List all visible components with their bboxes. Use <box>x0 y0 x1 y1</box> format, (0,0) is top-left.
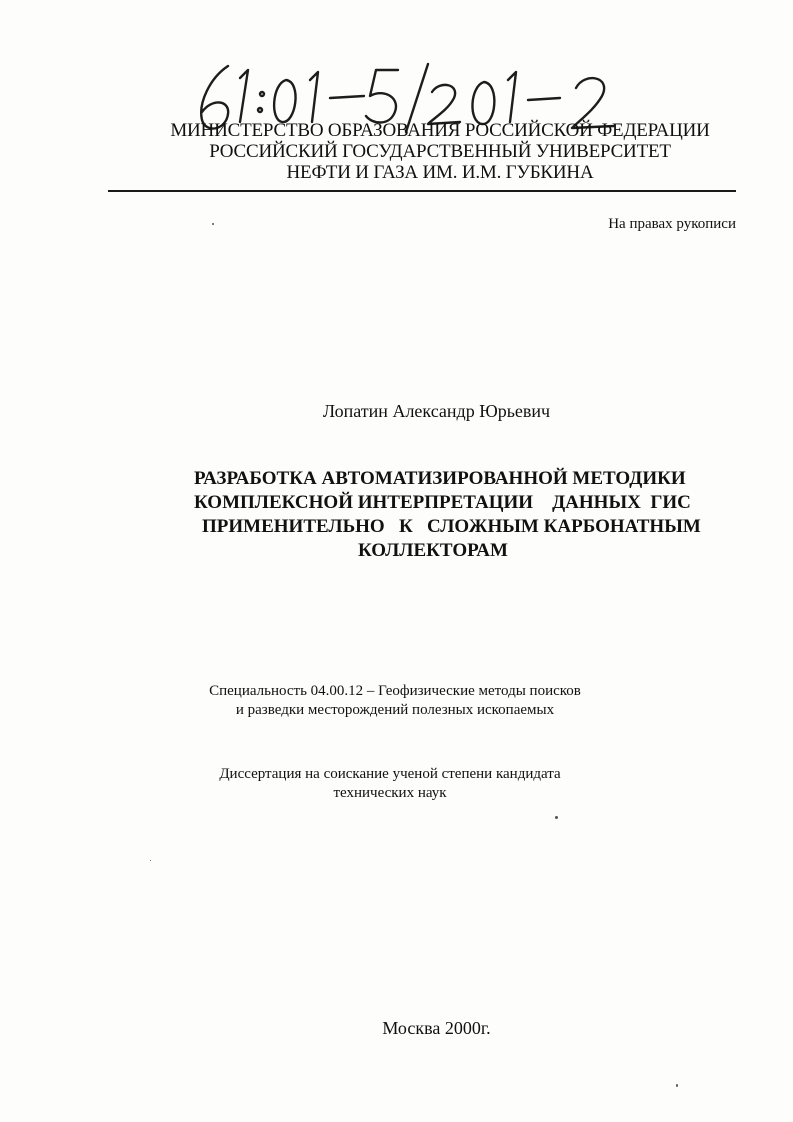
institution-header <box>150 120 730 183</box>
degree-statement <box>160 765 620 803</box>
ministry-name: МИНИСТЕРСТВО ОБРАЗОВАНИЯ РОССИЙСКОЙ ФЕДЕРАЦИИ <box>170 120 710 141</box>
degree-line-2: технических наук <box>333 785 447 801</box>
title-line-3: ПРИМЕНИТЕЛЬНО К СЛОЖНЫМ КАРБОНАТНЫМ <box>202 516 701 537</box>
specialty-block <box>150 682 640 720</box>
specialty-line-1: Специальность 04.00.12 – Геофизические методы поисков <box>209 683 581 699</box>
dissertation-title <box>180 467 720 563</box>
specialty-line-2: и разведки месторождений полезных ископаемых <box>235 702 555 718</box>
university-name: РОССИЙСКИЙ ГОСУДАРСТВЕННЫЙ УНИВЕРСИТЕТ <box>209 141 671 162</box>
author-name: Лопатин Александр Юрьевич <box>322 401 551 421</box>
title-line-4: КОЛЛЕКТОРАМ <box>358 540 508 561</box>
header-divider <box>108 190 736 192</box>
rights-note: На правах рукописи <box>608 216 736 232</box>
scan-speck <box>555 816 558 819</box>
title-line-2: КОМПЛЕКСНОЙ ИНТЕРПРЕТАЦИИ ДАННЫХ ГИС <box>194 492 691 513</box>
title-line-1: РАЗРАБОТКА АВТОМАТИЗИРОВАННОЙ МЕТОДИКИ <box>194 468 686 489</box>
university-name-continued: НЕФТИ И ГАЗА ИМ. И.М. ГУБКИНА <box>286 162 594 183</box>
scan-speck <box>676 1084 678 1087</box>
degree-line-1: Диссертация на соискание ученой степени кандидата <box>219 766 561 782</box>
city-and-year: Москва 2000г. <box>382 1018 491 1038</box>
scan-speck <box>212 223 214 225</box>
scan-speck <box>150 860 151 861</box>
